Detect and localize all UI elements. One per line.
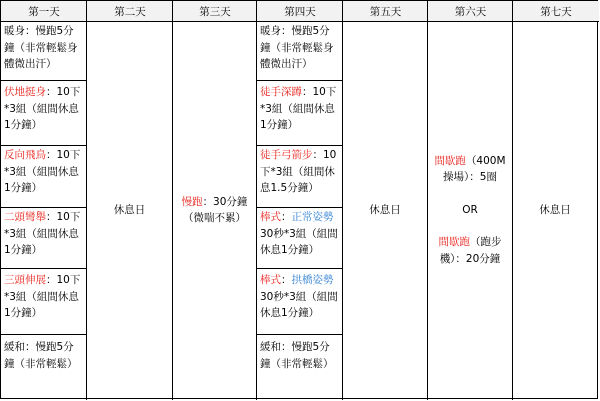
- day1-warmup-text: 暖身：慢跑5分鐘（非常輕鬆身體微出汗）: [4, 25, 78, 70]
- header-day-1: 第一天: [1, 1, 87, 22]
- day6-track-detail: （400M操場）：5圈: [443, 154, 506, 184]
- header-day-6: 第六天: [428, 1, 513, 22]
- day7-rest-text: 休息日: [539, 203, 571, 216]
- row-divider: [1, 334, 87, 335]
- day4-plank-bridge-variant: 拱橋姿勢: [291, 274, 334, 286]
- day4-plank-bridge-detail: 30秒*3組（組間休息1分鐘）: [260, 290, 338, 319]
- day4-lunge-detail: ：10下*3組（組間休息1.5分鐘）: [260, 149, 337, 194]
- header-day-4: 第四天: [257, 1, 343, 22]
- day4-squat-detail: ：10下*3組（組間休息1分鐘）: [260, 86, 337, 131]
- day5-rest: [343, 22, 427, 398]
- day1-reverse-fly: [1, 147, 86, 197]
- day1-tricep-extension-detail: ：10下*3組（組間休息1分鐘）: [4, 274, 81, 319]
- day4-lunge: [257, 147, 342, 197]
- day1-pushup-name: 伏地挺身: [4, 86, 46, 98]
- row-divider: [257, 268, 343, 269]
- day1-bicep-curl: [1, 209, 86, 259]
- day4-plank-normal-variant: 正常姿勢: [291, 211, 334, 223]
- day1-reverse-fly-name: 反向飛鳥: [4, 149, 46, 161]
- day4-warmup: [257, 23, 342, 73]
- row-divider: [257, 334, 343, 335]
- day6-option-track: [431, 153, 509, 186]
- day6-interval: [428, 22, 512, 398]
- day1-reverse-fly-detail: ：10下*3組（組間休息1分鐘）: [4, 149, 81, 194]
- day3-jog-name: 慢跑: [181, 195, 203, 208]
- day1-tricep-extension: [1, 272, 86, 322]
- row-divider: [1, 268, 87, 269]
- day4-plank-bridge: [257, 272, 342, 322]
- day2-rest-text: 休息日: [113, 203, 146, 216]
- day6-track-name: 間歇跑: [434, 154, 466, 167]
- day1-bicep-curl-detail: ：10下*3組（組間休息1分鐘）: [4, 211, 81, 256]
- day1-pushup: [1, 84, 86, 134]
- day2-rest: [87, 22, 172, 398]
- day6-or-text: OR: [462, 203, 478, 216]
- day4-plank-bridge-name: 棒式: [260, 274, 281, 286]
- day4-plank-normal: [257, 209, 342, 259]
- day4-warmup-text: 暖身：慢跑5分鐘（非常輕鬆身體微出汗）: [260, 25, 334, 70]
- day3-jog: [173, 22, 256, 398]
- day1-cooldown-text: 緩和：慢跑5分鐘（非常輕鬆）: [4, 341, 78, 370]
- day1-cooldown: [1, 339, 86, 372]
- header-day-7: 第七天: [513, 1, 599, 22]
- day4-lunge-name: 徒手弓箭步: [260, 149, 313, 161]
- day1-tricep-extension-name: 三頭伸展: [4, 274, 46, 286]
- day4-squat-name: 徒手深蹲: [260, 86, 302, 98]
- row-divider: [1, 80, 87, 81]
- header-day-2: 第二天: [87, 1, 173, 22]
- day7-rest: [513, 22, 597, 398]
- day4-cooldown-text: 緩和：慢跑5分鐘（非常輕鬆）: [260, 341, 334, 370]
- row-divider: [257, 80, 343, 81]
- day4-plank-normal-name: 棒式: [260, 211, 281, 223]
- day4-cooldown: [257, 339, 342, 372]
- row-divider: [1, 207, 87, 208]
- day1-pushup-detail: ：10下*3組（組間休息1分鐘）: [4, 86, 81, 131]
- day1-warmup: [1, 23, 86, 73]
- header-day-5: 第五天: [343, 1, 428, 22]
- day6-option-treadmill: [431, 234, 509, 267]
- day5-rest-text: 休息日: [369, 203, 401, 216]
- day4-squat: [257, 84, 342, 134]
- day6-treadmill-detail: （跑步機）：20分鐘: [439, 236, 502, 265]
- row-divider: [257, 145, 343, 146]
- header-day-3: 第三天: [173, 1, 257, 22]
- day1-bicep-curl-name: 二頭彎舉: [4, 211, 46, 223]
- day4-plank-normal-sep: ：: [281, 211, 292, 223]
- day3-jog-detail: ：30分鐘（微喘不累）: [183, 195, 248, 224]
- row-divider: [1, 145, 87, 146]
- day4-plank-bridge-sep: ：: [281, 274, 292, 286]
- row-divider: [257, 207, 343, 208]
- day6-treadmill-name: 間歇跑: [438, 236, 470, 249]
- day4-plank-normal-detail: 30秒*3組（組間休息1分鐘）: [260, 227, 338, 256]
